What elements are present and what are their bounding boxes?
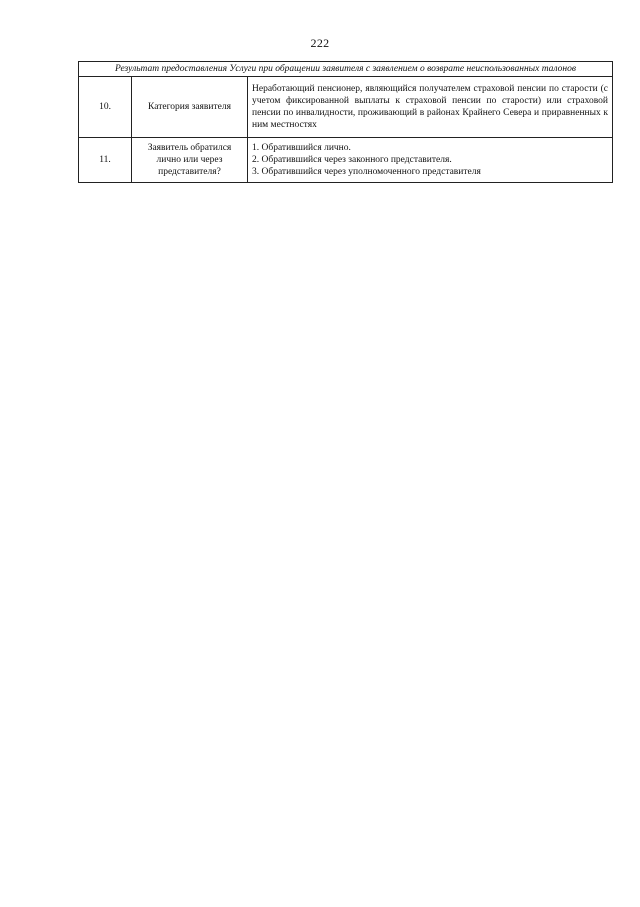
row-label: Категория заявителя [132,77,248,138]
row-label: Заявитель обратился лично или через представителя? [132,138,248,183]
row-value: Неработающий пенсионер, являющийся получателем страховой пенсии по старости (с учетом фиксированной выплаты к страховой пенсии по старости) или страховой пенсии по инвалидности, проживающий в районах Крайнего Севера и приравненных к ним местностях [248,77,613,138]
table-header: Результат предоставления Услуги при обращении заявителя с заявлением о возврате неиспользованных талонов [79,62,613,77]
service-result-table [78,61,613,183]
table-row [79,77,613,138]
row-options [248,138,613,183]
option-item: 1. Обратившийся лично. [252,143,351,153]
table-row [79,138,613,183]
option-item: 3. Обратившийся через уполномоченного представителя [252,167,481,177]
table-header-row [79,62,613,77]
option-item: 2. Обратившийся через законного представителя. [252,155,452,165]
row-number: 11. [79,138,132,183]
row-number: 10. [79,77,132,138]
page-number: 222 [310,36,330,50]
